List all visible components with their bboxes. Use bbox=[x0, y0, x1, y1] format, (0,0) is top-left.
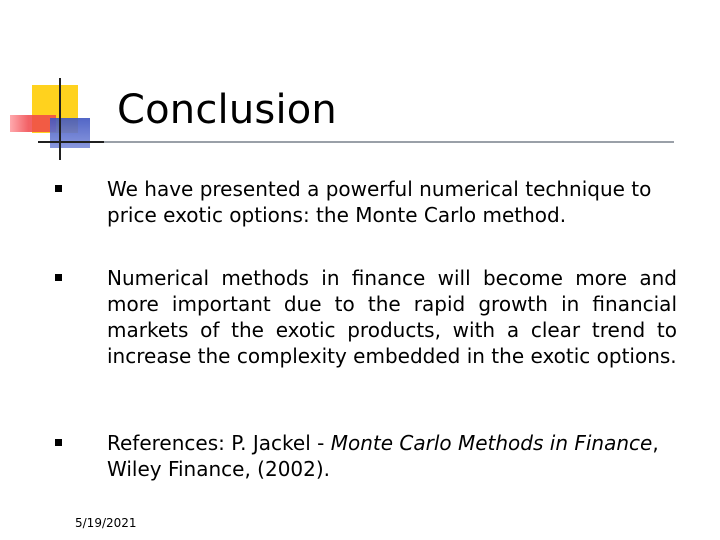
reference-book-title: Monte Carlo Methods in Finance bbox=[330, 431, 653, 455]
bullet-text: We have presented a powerful numerical technique to price exotic options: the Monte Carlo method. bbox=[107, 177, 652, 227]
bullet-text: Numerical methods in finance will become more and more important due to the rapid growth in financial markets of the exotic products, with a clear trend to increase the complexity embedded in the exotic options. bbox=[107, 266, 677, 368]
bullet-text-reference bbox=[107, 430, 677, 482]
square-bullet-icon bbox=[55, 439, 62, 446]
decorative-horizontal-line bbox=[38, 141, 104, 143]
slide-title: Conclusion bbox=[117, 87, 337, 133]
decorative-vertical-line bbox=[59, 78, 61, 160]
title-underline bbox=[60, 141, 674, 143]
decorative-blue-square bbox=[50, 118, 90, 148]
square-bullet-icon bbox=[55, 185, 62, 192]
square-bullet-icon bbox=[55, 274, 62, 281]
reference-suffix: , Wiley Finance, (2002). bbox=[107, 431, 659, 481]
slide-date: 5/19/2021 bbox=[75, 516, 137, 530]
reference-prefix: References: P. Jackel - bbox=[107, 431, 331, 455]
